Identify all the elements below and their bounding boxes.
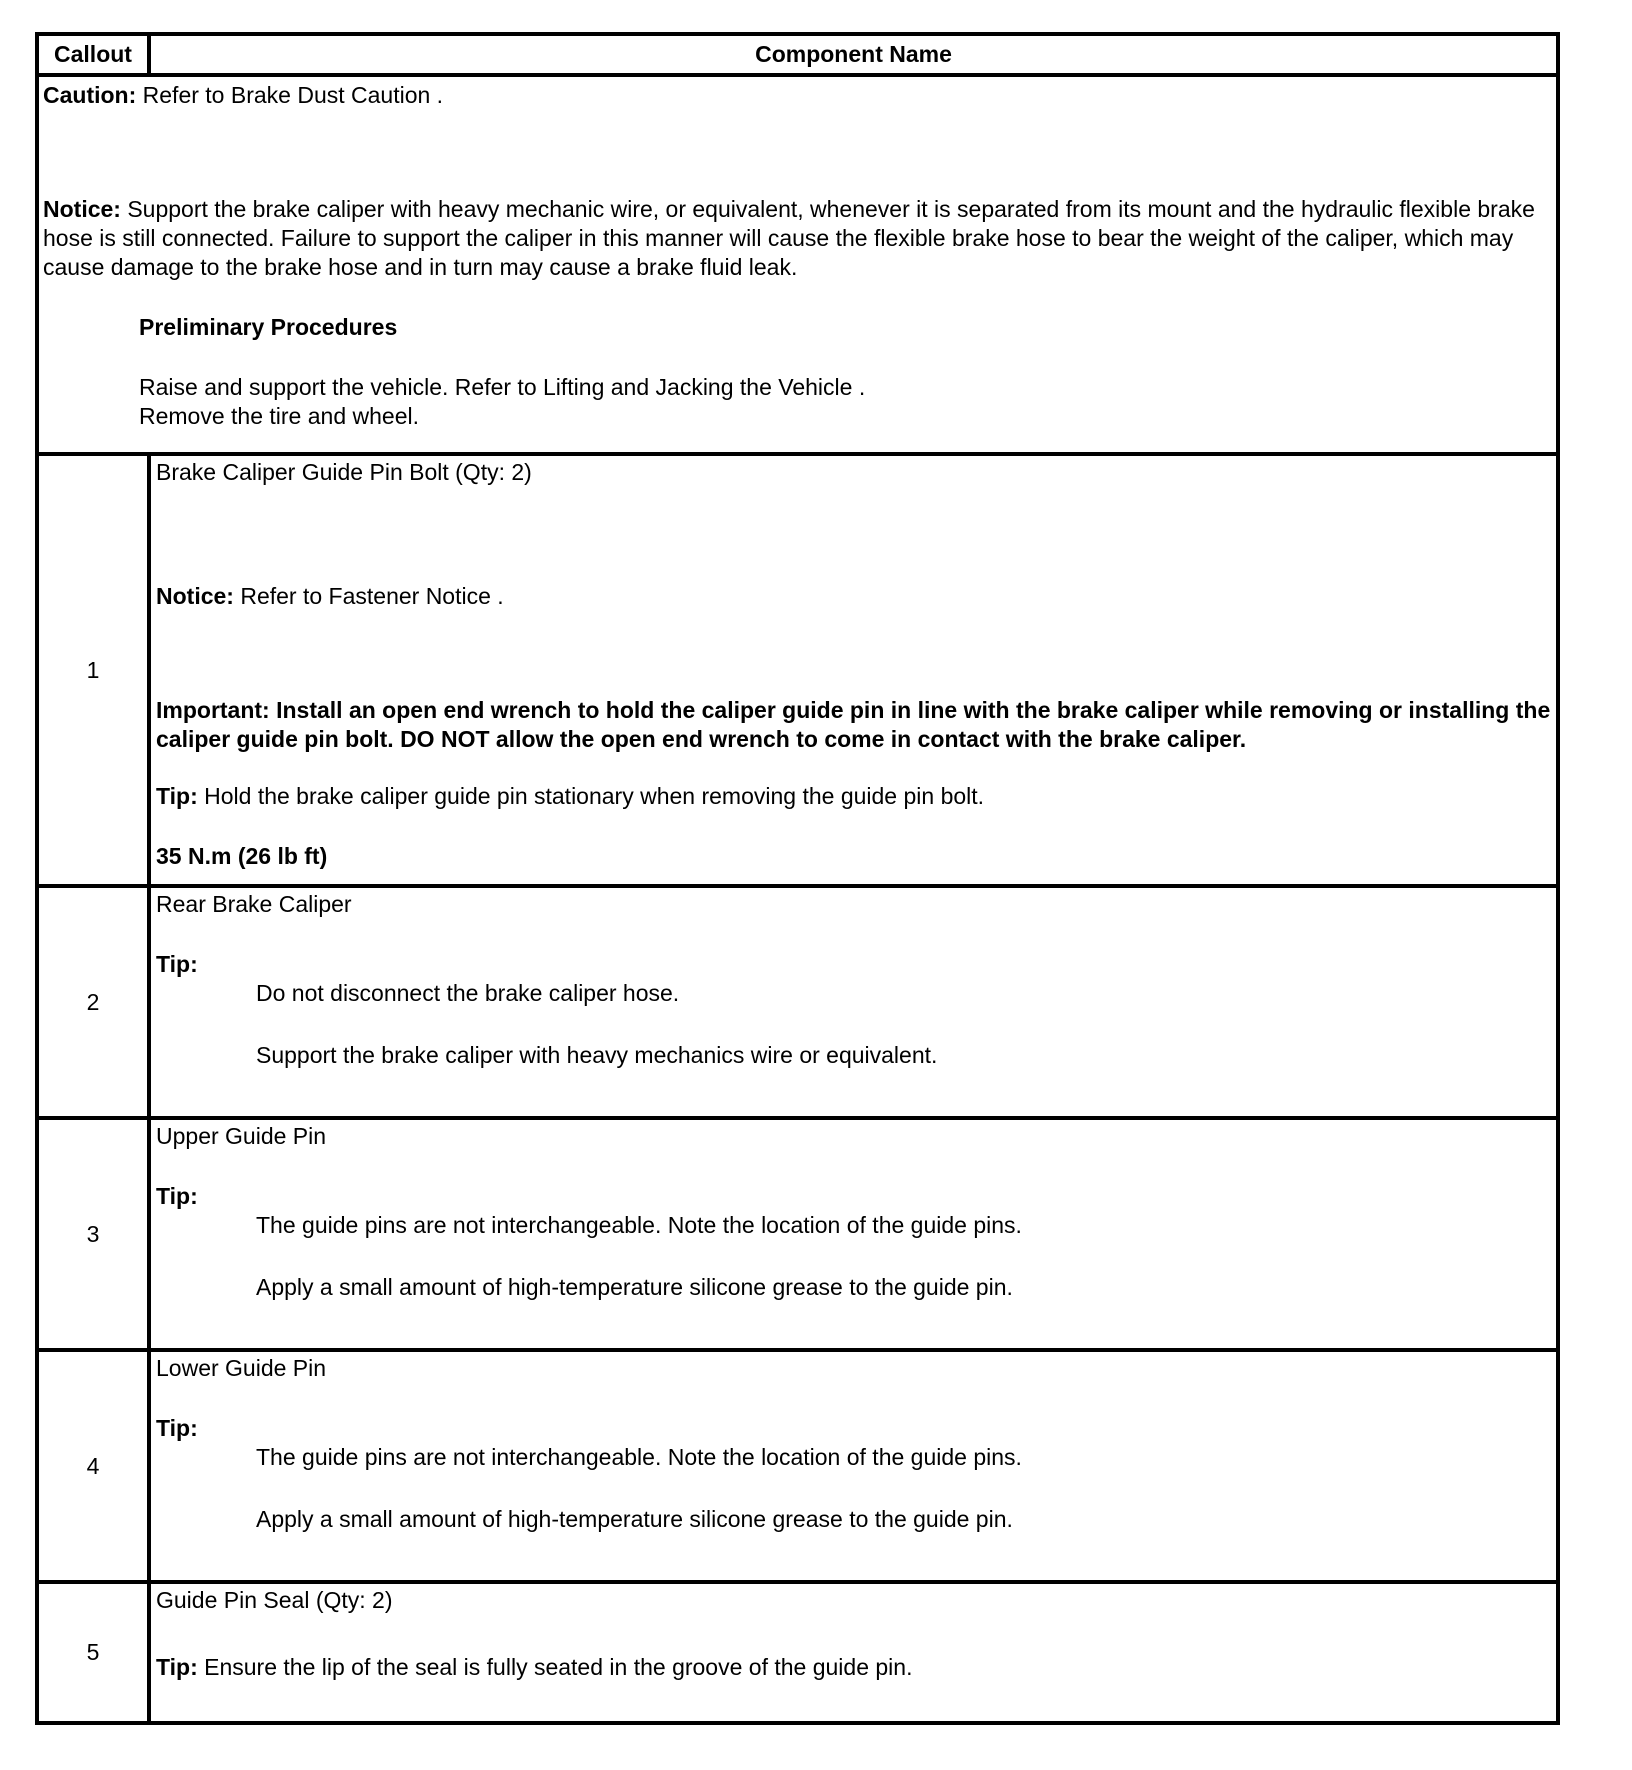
notice-text: Refer to Fastener Notice .: [233, 583, 504, 609]
tip-text: Hold the brake caliper guide pin stationary when removing the guide pin bolt.: [197, 783, 985, 809]
tip-item: Apply a small amount of high-temperature silicone grease to the guide pin.: [256, 1506, 1013, 1532]
tip-line: [156, 1653, 1556, 1682]
component-cell: [151, 1584, 1556, 1721]
table-header-row: [39, 36, 1556, 77]
tip-label: Tip:: [156, 783, 198, 809]
component-name: Guide Pin Seal (Qty: 2): [156, 1587, 393, 1613]
intro-notes: [39, 77, 1556, 456]
component-cell: [151, 888, 1556, 1116]
caution-text: Refer to Brake Dust Caution .: [136, 82, 444, 108]
notice-paragraph: [43, 195, 1556, 282]
important-paragraph: Important: Install an open end wrench to hold the caliper guide pin in line with the brake caliper while removing or installing the caliper guide pin bolt. DO NOT allow the open end wrench to come in contact with the brake caliper.: [156, 697, 1551, 752]
torque-spec: 35 N.m (26 lb ft): [156, 843, 328, 869]
tip-item: The guide pins are not interchangeable. Note the location of the guide pins.: [256, 1212, 1022, 1238]
caution-label: Caution:: [43, 82, 137, 108]
callout-number: 1: [39, 456, 151, 884]
callout-number: 4: [39, 1352, 151, 1580]
preliminary-heading: Preliminary Procedures: [139, 314, 398, 340]
header-component-name: Component Name: [755, 41, 952, 67]
tip-label: Tip:: [156, 951, 198, 977]
table-row: [39, 456, 1556, 888]
table-row: [39, 1352, 1556, 1584]
tip-label: Tip:: [156, 1415, 198, 1441]
table-row: [39, 1584, 1556, 1725]
table-row: [39, 888, 1556, 1120]
component-cell: [151, 1120, 1556, 1348]
callout-number: 2: [39, 888, 151, 1116]
callout-number: 5: [39, 1584, 151, 1721]
component-name: Rear Brake Caliper: [156, 891, 352, 917]
tip-item: Apply a small amount of high-temperature silicone grease to the guide pin.: [256, 1274, 1013, 1300]
tip-text: Ensure the lip of the seal is fully seated in the groove of the guide pin.: [197, 1654, 913, 1680]
tip-label: Tip:: [156, 1183, 198, 1209]
tip-label: Tip:: [156, 1654, 198, 1680]
tip-item: Do not disconnect the brake caliper hose.: [256, 980, 680, 1006]
notice-line: [156, 582, 1556, 611]
table-row: [39, 1120, 1556, 1352]
component-name: Brake Caliper Guide Pin Bolt (Qty: 2): [156, 459, 532, 485]
tip-item: The guide pins are not interchangeable. Note the location of the guide pins.: [256, 1444, 1022, 1470]
component-name: Upper Guide Pin: [156, 1123, 327, 1149]
component-cell: [151, 456, 1556, 884]
tip-line: [156, 782, 1556, 811]
header-callout: Callout: [39, 36, 151, 73]
notice-label: Notice:: [156, 583, 234, 609]
caution-line: [43, 81, 1556, 110]
component-name: Lower Guide Pin: [156, 1355, 327, 1381]
notice-label: Notice:: [43, 196, 121, 222]
procedure-table: [35, 32, 1560, 1725]
preliminary-step: Remove the tire and wheel.: [139, 403, 419, 429]
callout-number: 3: [39, 1120, 151, 1348]
component-cell: [151, 1352, 1556, 1580]
preliminary-step: Raise and support the vehicle. Refer to Lifting and Jacking the Vehicle .: [139, 374, 866, 400]
notice-text: Support the brake caliper with heavy mechanic wire, or equivalent, whenever it is separated from its mount and the hydraulic flexible brake hose is still connected. Failure to support the caliper in this manner will cause the flexible brake hose to bear the weight of the caliper, which may cause damage to the brake hose and in turn may cause a brake fluid leak.: [43, 196, 1535, 280]
tip-item: Support the brake caliper with heavy mechanics wire or equivalent.: [256, 1042, 938, 1068]
